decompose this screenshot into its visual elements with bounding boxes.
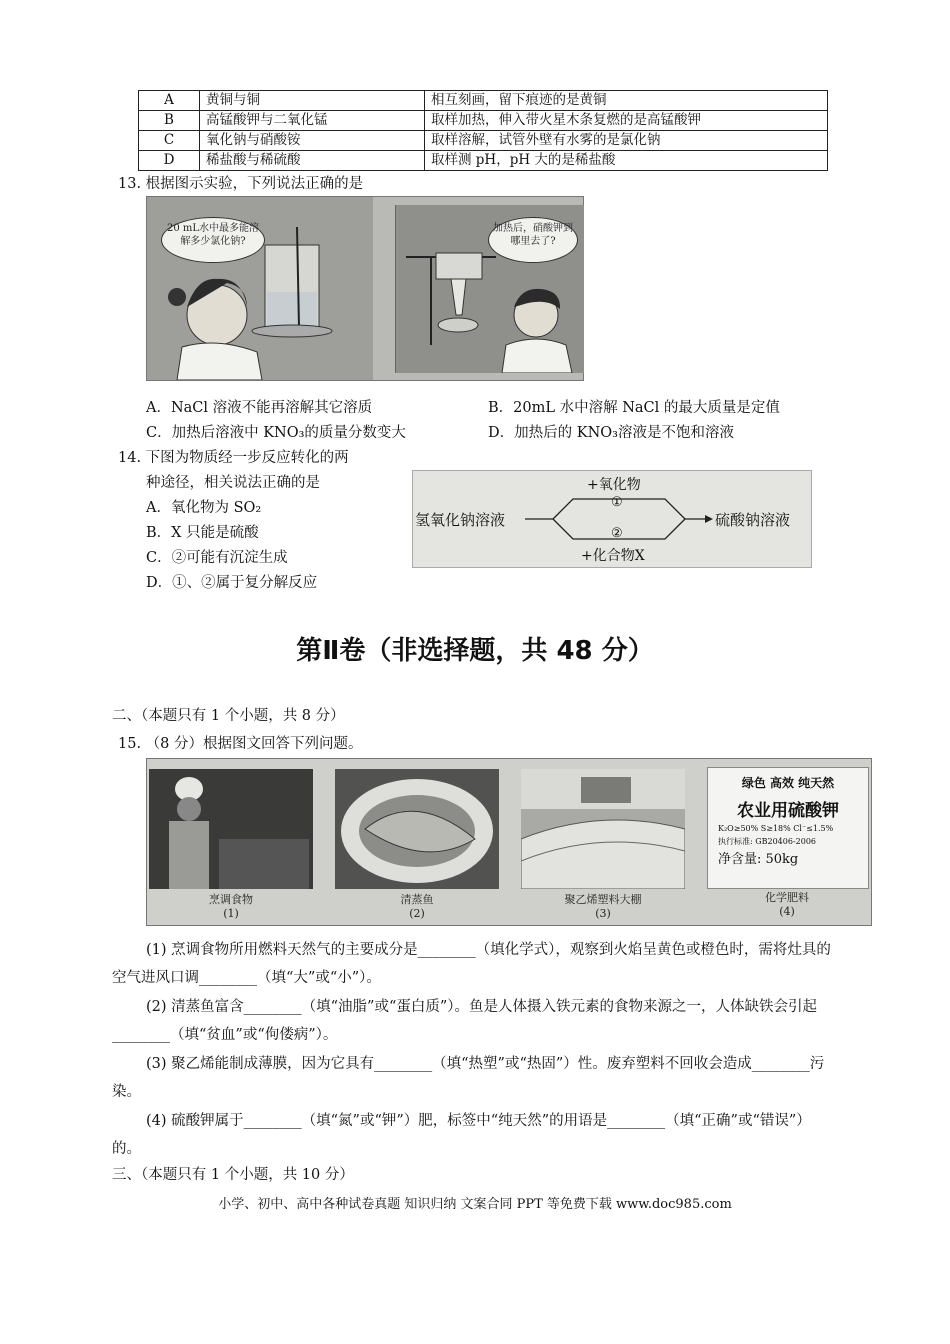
q15-stem: 15. （8 分）根据图文回答下列问题。: [118, 736, 363, 752]
path1-reagent: +氧化物: [587, 477, 641, 493]
photo-cooking: [149, 769, 313, 889]
option-key: B: [139, 111, 200, 131]
product-label: 硫酸钠溶液: [715, 511, 791, 529]
fish-plate-drawing: [335, 769, 499, 889]
option-key: A: [139, 91, 200, 111]
right-panel: [395, 205, 584, 373]
photo-greenhouse: [521, 769, 685, 889]
q13-option-d: D．加热后的 KNO₃溶液是不饱和溶液: [488, 425, 734, 441]
q15-part-4: (4) 硫酸钾属于________（填“氮”或“钾”）肥，标签中“纯天然”的用语是________（填“正确”或“错误”）的。: [112, 1113, 811, 1157]
bag-product-name: 农业用硫酸钾: [737, 801, 839, 821]
reactant-label: 氢氧化钠溶液: [415, 511, 506, 529]
path2-reagent: +化合物X: [581, 548, 645, 564]
option-key: D: [139, 151, 200, 171]
q15-part-2: (2) 清蒸鱼富含________（填“油脂”或“蛋白质”）。鱼是人体摄入铁元素的食物来源之一，人体缺铁会引起________（填“贫血”或“佝偻病”）。: [112, 999, 818, 1043]
q13-option-a: A．NaCl 溶液不能再溶解其它溶质: [146, 400, 373, 416]
q15-photo-strip: [146, 758, 872, 926]
path2-number: ②: [611, 526, 623, 541]
caption-2-num: (2): [409, 907, 425, 920]
option-method: 取样测 pH，pH 大的是稀盐酸: [425, 151, 828, 171]
table-row: [139, 111, 828, 131]
left-panel: [147, 197, 373, 380]
greenhouse-drawing: [521, 769, 685, 889]
bag-standard: 执行标准: GB20406-2006: [718, 837, 817, 846]
thought-bubble-left: 20 mL水中最多能溶解多少氯化钠?: [161, 217, 265, 263]
option-method: 取样溶解，试管外壁有水雾的是氯化钠: [425, 131, 828, 151]
table-row: [139, 91, 828, 111]
caption-4-name: 化学肥料: [765, 891, 809, 904]
caption-4-num: (4): [779, 905, 795, 918]
q15-part-1: (1) 烹调食物所用燃料天然气的主要成分是________（填化学式），观察到火焰呈黄色或橙色时，需将灶具的空气进风口调________（填“大”或“小”）。: [112, 942, 831, 986]
option-substances: 氧化钠与硝酸铵: [200, 131, 425, 151]
option-substances: 高锰酸钾与二氧化锰: [200, 111, 425, 131]
path1-number: ①: [611, 495, 623, 510]
section-title: 第Ⅱ卷（非选择题，共 48 分）: [296, 636, 654, 666]
caption-3: [521, 891, 685, 920]
section-3-heading: 三、（本题只有 1 个小题，共 10 分）: [112, 1167, 354, 1183]
bag-slogan: 绿色 高效 纯天然: [741, 776, 835, 790]
caption-2: [335, 891, 499, 920]
table-row: [139, 151, 828, 171]
q14-stem-line2: 种途径，相关说法正确的是: [146, 475, 320, 491]
option-substances: 稀盐酸与稀硫酸: [200, 151, 425, 171]
q13-option-c: C．加热后溶液中 KNO₃的质量分数变大: [146, 425, 406, 441]
q12-options-table: [138, 90, 828, 171]
q13-option-b: B．20mL 水中溶解 NaCl 的最大质量是定值: [488, 400, 780, 416]
option-method: 相互刻画，留下痕迹的是黄铜: [425, 91, 828, 111]
option-substances: 黄铜与铜: [200, 91, 425, 111]
q15-part-3: (3) 聚乙烯能制成薄膜，因为它具有________（填“热塑”或“热固”）性。废弃塑料不回收会造成________污染。: [112, 1056, 825, 1100]
photo-fish: [335, 769, 499, 889]
q14-option-d: D．①、②属于复分解反应: [146, 575, 318, 591]
option-key: C: [139, 131, 200, 151]
bag-composition: K₂O≥50% S≥18% Cl⁻≤1.5%: [718, 824, 834, 833]
q13-stem: 13. 根据图示实验，下列说法正确的是: [118, 176, 364, 192]
q14-option-b: B．X 只能是硫酸: [146, 525, 259, 541]
page-footer: 小学、初中、高中各种试卷真题 知识归纳 文案合同 PPT 等免费下载 www.doc985.com: [218, 1197, 732, 1212]
table-row: [139, 131, 828, 151]
caption-1-num: (1): [223, 907, 239, 920]
caption-1: [149, 891, 313, 920]
caption-1-name: 烹调食物: [209, 893, 253, 906]
bag-net-weight: 净含量: 50kg: [718, 852, 799, 867]
caption-4: [707, 889, 867, 918]
q14-option-c: C．②可能有沉淀生成: [146, 550, 288, 566]
photo-fertilizer-bag: [707, 767, 869, 889]
caption-3-num: (3): [595, 907, 611, 920]
q14-option-a: A．氧化物为 SO₂: [146, 500, 262, 516]
q14-reaction-diagram: [412, 470, 812, 568]
option-method: 取样加热，伸入带火星木条复燃的是高锰酸钾: [425, 111, 828, 131]
thought-bubble-right: 加热后，硝酸钾到哪里去了?: [488, 217, 578, 263]
caption-3-name: 聚乙烯塑料大棚: [564, 893, 642, 906]
section-2-heading: 二、（本题只有 1 个小题，共 8 分）: [112, 708, 345, 724]
q13-illustration: [146, 196, 584, 381]
chef-drawing: [149, 769, 313, 889]
q14-stem-line1: 14. 下图为物质经一步反应转化的两: [118, 450, 349, 466]
caption-2-name: 清蒸鱼: [400, 893, 434, 906]
